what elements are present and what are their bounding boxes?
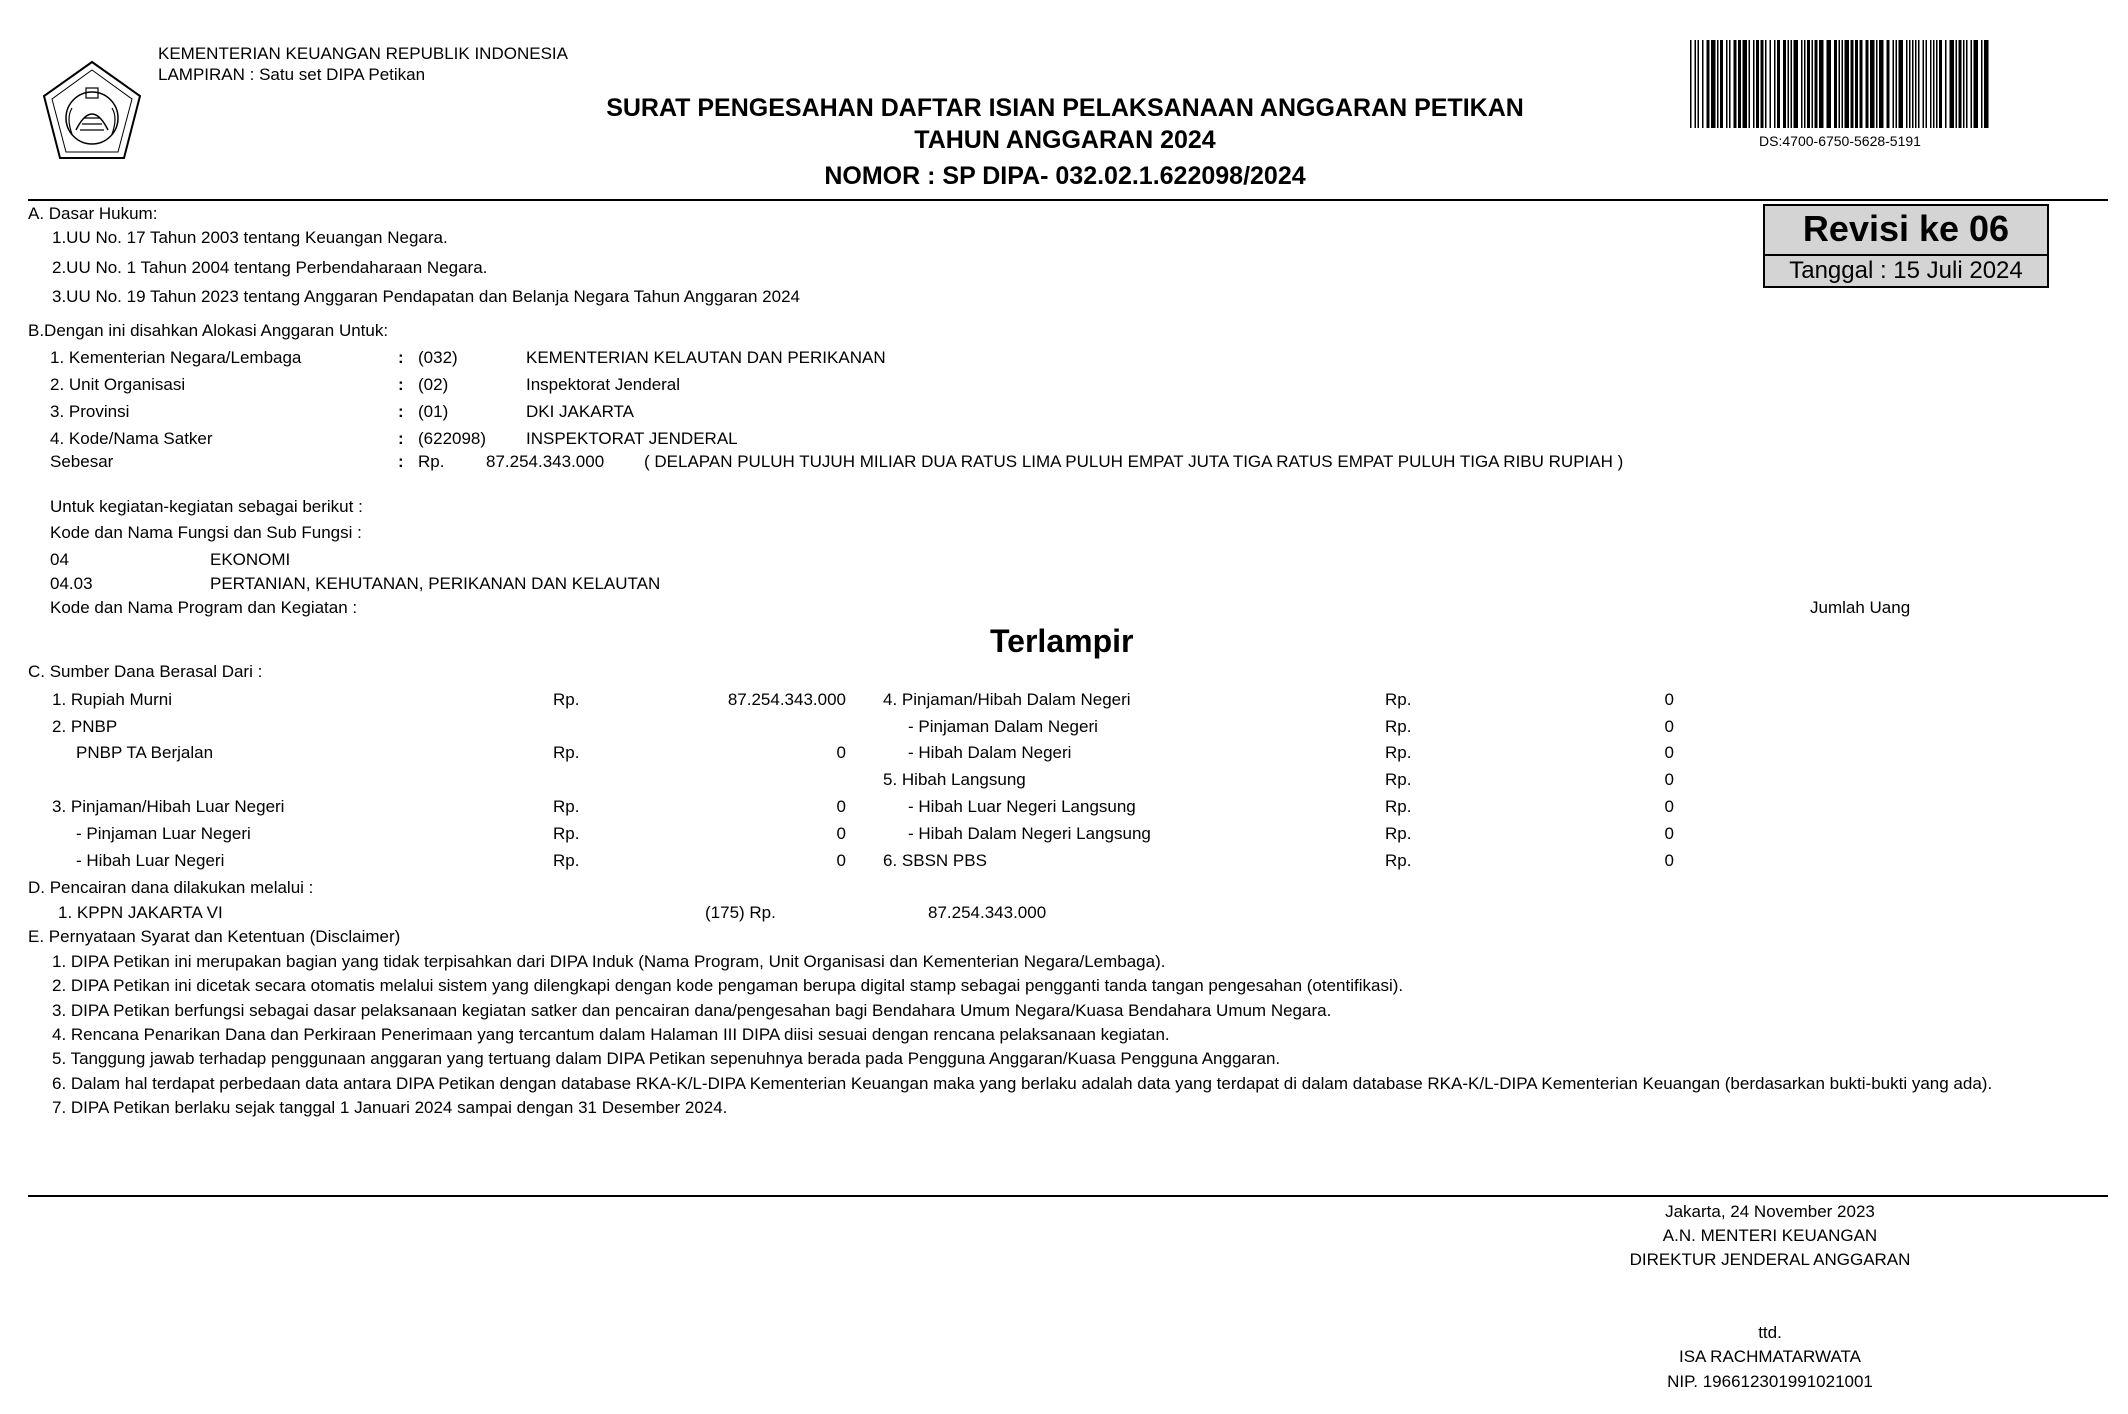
footer-divider <box>28 1195 2108 1197</box>
disclaimer-item: 5. Tanggung jawab terhadap penggunaan anggaran yang tertuang dalam DIPA Petikan sepenuhnya berada pada Pengguna Anggaran/Kuasa Pengguna Anggaran. <box>52 1049 1281 1068</box>
signature-ttd: ttd. <box>1758 1323 1782 1342</box>
kementerian-name: KEMENTERIAN KELAUTAN DAN PERIKANAN <box>526 348 886 367</box>
disclaimer-item: 1. DIPA Petikan ini merupakan bagian yang tidak terpisahkan dari DIPA Induk (Nama Program, Unit Organisasi dan Kementerian Negara/Lembaga). <box>52 952 1166 971</box>
sumber-rp: Rp. <box>1385 824 1412 843</box>
revisi-date: Tanggal : 15 Juli 2024 <box>1765 254 2047 286</box>
provinsi-name: DKI JAKARTA <box>526 402 635 421</box>
sumber-value: 0 <box>1664 797 1674 816</box>
sebesar-amount: 87.254.343.000 <box>486 452 605 471</box>
document-title: SURAT PENGESAHAN DAFTAR ISIAN PELAKSANAAN ANGGARAN PETIKAN <box>606 94 1524 122</box>
sumber-rp: Rp. <box>1385 743 1412 762</box>
subfungsi-code: 04.03 <box>50 574 93 593</box>
colon: : <box>398 348 404 367</box>
unit-label: 2. Unit Organisasi <box>50 375 186 394</box>
signatory-name: ISA RACHMATARWATA <box>1679 1347 1861 1366</box>
sumber-label: - Hibah Luar Negeri Langsung <box>908 797 1136 816</box>
sumber-label: - Hibah Luar Negeri <box>76 851 225 870</box>
sebesar-words: ( DELAPAN PULUH TUJUH MILIAR DUA RATUS LIMA PULUH EMPAT JUTA TIGA RATUS EMPAT PULUH TIGA RIBU RUPIAH ) <box>644 452 1624 471</box>
colon: : <box>398 375 404 394</box>
jumlah-uang-label: Jumlah Uang <box>1810 598 1911 617</box>
document-number: NOMOR : SP DIPA- 032.02.1.622098/2024 <box>824 162 1306 190</box>
dasar-hukum-item: 1.UU No. 17 Tahun 2003 tentang Keuangan Negara. <box>52 228 448 247</box>
section-d-heading: D. Pencairan dana dilakukan melalui : <box>28 878 314 897</box>
kementerian-code: (032) <box>418 348 458 367</box>
sumber-rp: Rp. <box>1385 797 1412 816</box>
sumber-value: 0 <box>1664 824 1674 843</box>
sumber-value: 0 <box>836 851 846 870</box>
sumber-label: - Hibah Dalam Negeri Langsung <box>908 824 1151 843</box>
satker-code: (622098) <box>418 429 487 448</box>
sumber-label: 1. Rupiah Murni <box>52 690 173 709</box>
kegiatan-intro: Untuk kegiatan-kegiatan sebagai berikut : <box>50 497 363 516</box>
disclaimer-item: 3. DIPA Petikan berfungsi sebagai dasar pelaksanaan kegiatan satker dan pencairan dana/pengesahan bagi Bendahara Umum Negara/Kuasa Bendahara Umum Negara. <box>52 1001 1332 1020</box>
disclaimer-item: 2. DIPA Petikan ini dicetak secara otomatis melalui sistem yang dilengkapi dengan kode pengaman berupa digital stamp sebagai pengganti tanda tangan pengesahan (otentifikasi). <box>52 976 1404 995</box>
sumber-value: 87.254.343.000 <box>727 690 846 709</box>
kppn-code-rp: (175) Rp. <box>705 903 776 922</box>
dasar-hukum-item: 2.UU No. 1 Tahun 2004 tentang Perbendaharaan Negara. <box>52 258 488 277</box>
sumber-label: PNBP TA Berjalan <box>76 743 214 762</box>
colon: : <box>398 429 404 448</box>
sumber-rp: Rp. <box>553 851 580 870</box>
sumber-value: 0 <box>1664 717 1674 736</box>
sumber-value: 0 <box>1664 770 1674 789</box>
disclaimer-item: 6. Dalam hal terdapat perbedaan data antara DIPA Petikan dengan database RKA-K/L-DIPA Kementerian Keuangan maka yang berlaku adalah data yang terdapat di dalam database RKA-K/L-DIPA Kementerian Keuangan (berdasarkan bukti-bukti yang ada). <box>52 1074 1993 1093</box>
signatory-nip: NIP. 196612301991021001 <box>1667 1372 1873 1391</box>
section-b-heading: B.Dengan ini disahkan Alokasi Anggaran Untuk: <box>28 321 389 340</box>
sumber-label: 2. PNBP <box>52 717 118 736</box>
ds-code: DS:4700-6750-5628-5191 <box>1759 133 1921 149</box>
sebesar-label: Sebesar <box>50 452 114 471</box>
lampiran-text: LAMPIRAN : Satu set DIPA Petikan <box>158 65 426 84</box>
sumber-value: 0 <box>836 743 846 762</box>
terlampir-text: Terlampir <box>990 623 1134 659</box>
revisi-title: Revisi ke 06 <box>1802 208 2010 249</box>
sumber-rp: Rp. <box>553 824 580 843</box>
provinsi-code: (01) <box>418 402 449 421</box>
colon: : <box>398 452 404 471</box>
program-heading: Kode dan Nama Program dan Kegiatan : <box>50 598 358 617</box>
sumber-value: 0 <box>836 824 846 843</box>
signature-place-date: Jakarta, 24 November 2023 <box>1665 1202 1875 1221</box>
satker-label: 4. Kode/Nama Satker <box>50 429 213 448</box>
sumber-label: 5. Hibah Langsung <box>883 770 1026 789</box>
sumber-rp: Rp. <box>1385 851 1412 870</box>
fungsi-code: 04 <box>50 550 69 569</box>
kementerian-label: 1. Kementerian Negara/Lembaga <box>50 348 302 367</box>
sumber-rp: Rp. <box>1385 690 1412 709</box>
sumber-value: 0 <box>1664 690 1674 709</box>
fungsi-heading: Kode dan Nama Fungsi dan Sub Fungsi : <box>50 523 362 542</box>
sumber-rp: Rp. <box>1385 717 1412 736</box>
unit-code: (02) <box>418 375 449 394</box>
provinsi-label: 3. Provinsi <box>50 402 130 421</box>
kppn-name: 1. KPPN JAKARTA VI <box>58 903 223 922</box>
sumber-label: - Pinjaman Luar Negeri <box>76 824 251 843</box>
sumber-rp: Rp. <box>1385 770 1412 789</box>
sumber-value: 0 <box>836 797 846 816</box>
sumber-label: 3. Pinjaman/Hibah Luar Negeri <box>52 797 285 816</box>
kppn-amount: 87.254.343.000 <box>928 903 1047 922</box>
ministry-name: KEMENTERIAN KEUANGAN REPUBLIK INDONESIA <box>158 44 568 63</box>
sumber-rp: Rp. <box>553 690 580 709</box>
sumber-value: 0 <box>1664 743 1674 762</box>
sumber-rp: Rp. <box>553 797 580 816</box>
signature-position: DIREKTUR JENDERAL ANGGARAN <box>1629 1250 1911 1269</box>
revisi-box <box>1763 204 2049 288</box>
colon: : <box>398 402 404 421</box>
subfungsi-name: PERTANIAN, KEHUTANAN, PERIKANAN DAN KELAUTAN <box>210 574 661 593</box>
document-year: TAHUN ANGGARAN 2024 <box>914 126 1216 154</box>
sumber-label: 4. Pinjaman/Hibah Dalam Negeri <box>883 690 1131 709</box>
sumber-rp: Rp. <box>553 743 580 762</box>
header-divider <box>28 199 2108 201</box>
sumber-value: 0 <box>1664 851 1674 870</box>
dasar-hukum-item: 3.UU No. 19 Tahun 2023 tentang Anggaran Pendapatan dan Belanja Negara Tahun Anggaran 2024 <box>52 287 800 306</box>
sumber-label: 6. SBSN PBS <box>883 851 987 870</box>
signature-on-behalf: A.N. MENTERI KEUANGAN <box>1662 1226 1878 1245</box>
sebesar-rp: Rp. <box>418 452 445 471</box>
unit-name: Inspektorat Jenderal <box>526 375 681 394</box>
disclaimer-item: 4. Rencana Penarikan Dana dan Perkiraan Penerimaan yang tercantum dalam Halaman III DIPA diisi sesuai dengan rencana pelaksanaan kegiatan. <box>52 1025 1170 1044</box>
section-e-heading: E. Pernyataan Syarat dan Ketentuan (Disclaimer) <box>28 927 401 946</box>
barcode <box>1690 40 1990 128</box>
section-c-heading: C. Sumber Dana Berasal Dari : <box>28 662 263 681</box>
fungsi-name: EKONOMI <box>210 550 291 569</box>
sumber-label: - Pinjaman Dalam Negeri <box>908 717 1098 736</box>
section-a-heading: A. Dasar Hukum: <box>28 204 158 223</box>
disclaimer-item: 7. DIPA Petikan berlaku sejak tanggal 1 Januari 2024 sampai dengan 31 Desember 2024. <box>52 1098 728 1117</box>
sumber-label: - Hibah Dalam Negeri <box>908 743 1072 762</box>
kemenkeu-logo <box>36 58 148 166</box>
satker-name: INSPEKTORAT JENDERAL <box>526 429 738 448</box>
